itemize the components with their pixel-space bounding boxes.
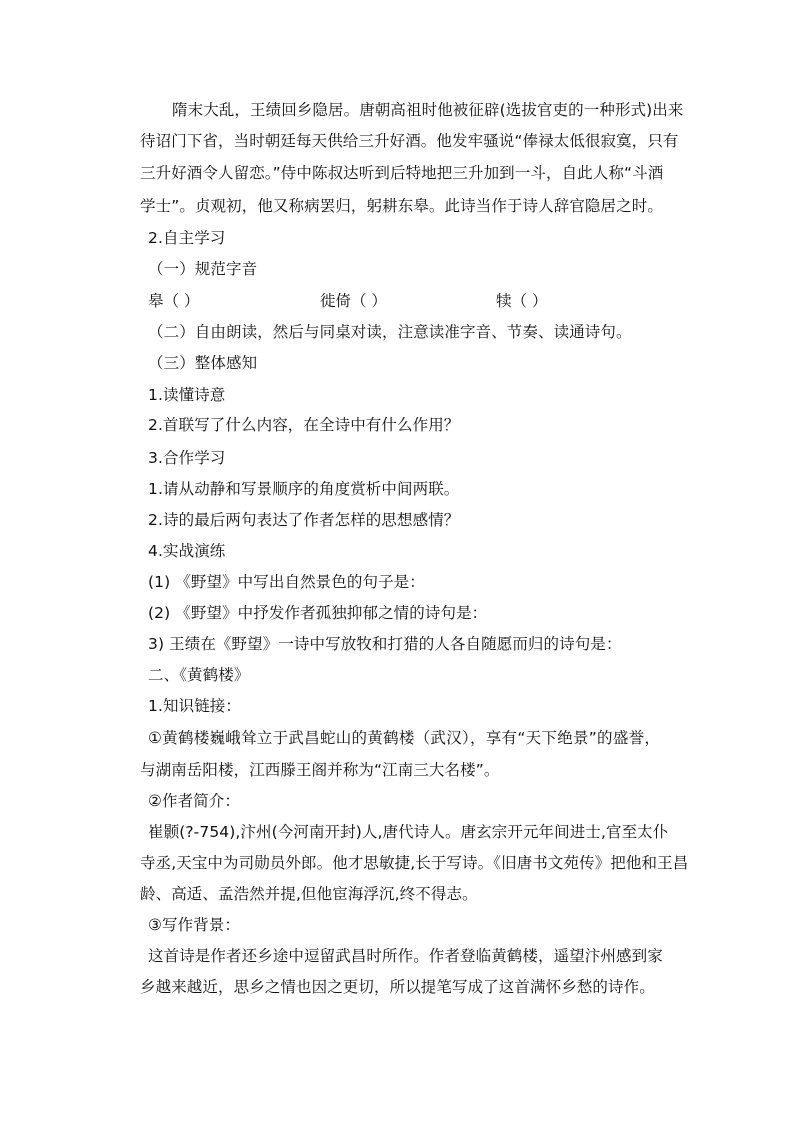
paragraph-line: 隋末大乱，王绩回乡隐居。唐朝高祖时他被征辟(选拔官吏的一种形式)出来 [172,101,684,119]
subsection-heading: ③写作背景： [148,916,240,934]
pinyin-item: 徙倚（ ） [320,292,387,310]
section-heading: 3.合作学习 [148,449,226,467]
section-heading: 2.自主学习 [148,229,226,247]
paragraph-line: 待诏门下省，当时朝廷每天供给三升好酒。他发牢骚说“俸禄太低很寂寞，只有 [140,132,679,150]
exercise-item: (2) 《野望》中抒发作者孤独抑郁之情的诗句是： [148,604,488,622]
list-item: 1.读懂诗意 [148,386,226,404]
list-item: 2.首联写了什么内容，在全诗中有什么作用？ [148,416,460,434]
subsection-heading: （三）整体感知 [148,354,258,372]
pinyin-item: 皋（ ） [148,292,200,310]
list-item: 2.诗的最后两句表达了作者怎样的思想感情？ [148,511,460,529]
subsection-heading: （二）自由朗读，然后与同桌对读，注意读准字音、节奏、读通诗句。 [148,323,632,341]
subsection-heading: （一）规范字音 [148,260,258,278]
paragraph-line: 寺丞,天宝中为司勋员外郎。他才思敏捷,长于写诗。《旧唐书文苑传》把他和王昌 [140,854,689,872]
paragraph-line: ①黄鹤楼巍峨耸立于武昌蛇山的黄鹤楼（武汉），享有“天下绝景”的盛誉， [148,729,660,747]
exercise-item: (1) 《野望》中写出自然景色的句子是： [148,573,425,591]
section-heading: 二、《黄鹤楼》 [148,666,250,684]
paragraph-line: 龄、高适、孟浩然并提,但他宦海浮沉,终不得志。 [140,885,478,903]
list-item: 1.请从动静和写景顺序的角度赏析中间两联。 [148,480,460,498]
paragraph-line: 这首诗是作者还乡途中逗留武昌时所作。作者登临黄鹤楼，遥望汴州感到家 [148,947,663,965]
paragraph-line: 崔颢(?-754),汴州(今河南开封)人,唐代诗人。唐玄宗开元年间进士,官至太仆 [148,823,669,841]
paragraph-line: 与湖南岳阳楼，江西滕王阁并称为“江南三大名楼”。 [140,761,500,779]
section-heading: 4.实战演练 [148,542,226,560]
subsection-heading: 1.知识链接： [148,697,241,715]
paragraph-line: 学士”。贞观初，他又称病罢归，躬耕东皋。此诗当作于诗人辞官隐居之时。 [140,197,663,215]
exercise-item: 3) 王绩在《野望》一诗中写放牧和打猎的人各自随愿而归的诗句是： [148,635,622,653]
pinyin-item: 犊（ ） [496,292,548,310]
paragraph-line: 乡越来越近，思乡之情也因之更切，所以提笔写成了这首满怀乡愁的诗作。 [140,978,655,996]
paragraph-line: 三升好酒令人留恋。”侍中陈叔达听到后特地把三升加到一斗，自此人称“斗酒 [140,164,664,182]
subsection-heading: ②作者简介： [148,792,240,810]
